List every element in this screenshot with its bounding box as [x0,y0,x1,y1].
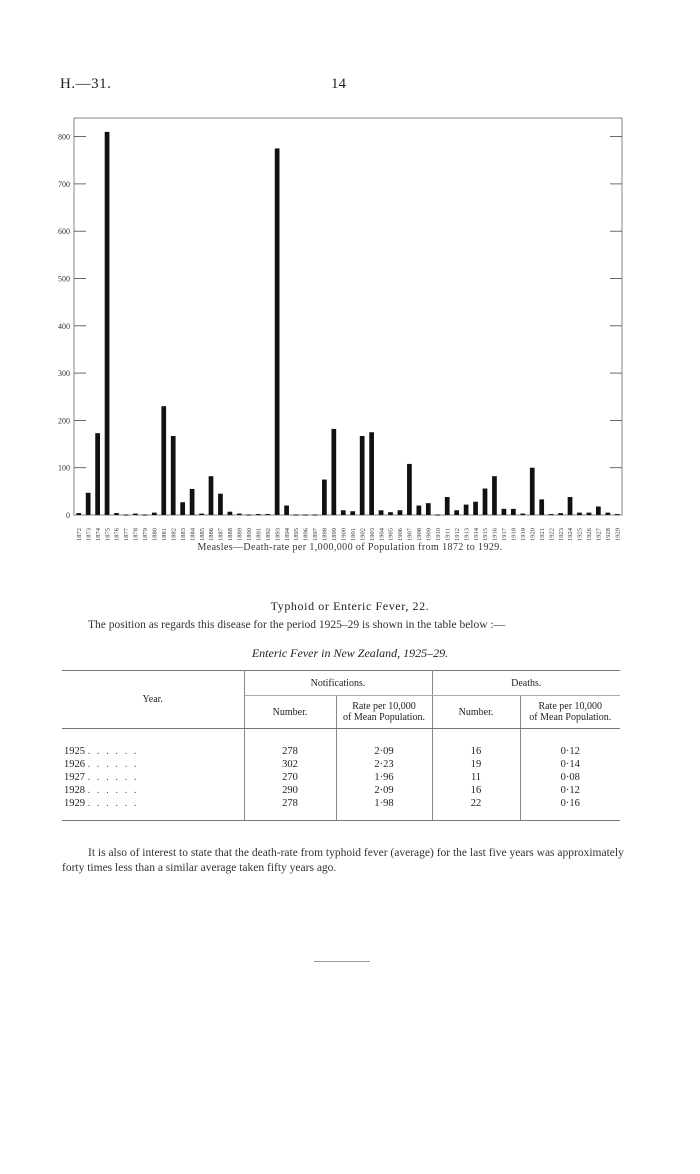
x-tick-label: 1889 [236,528,244,541]
bar [435,515,440,516]
year-cell: 1929 [64,798,85,809]
bar [454,510,459,515]
bar [530,468,535,515]
page-number: 14 [331,76,346,92]
year-cell: 1926 [64,759,85,770]
section-intro: The position as regards this disease for the period 1925–29 is shown in the table below :— [88,619,506,631]
death-rate-cell: 0·16 [520,797,620,821]
bar [313,515,318,516]
notification-number-cell: 270 [282,772,298,783]
y-tick-label: 700 [58,179,70,189]
x-tick-label: 1902 [359,528,367,541]
notification-rate-cell: 1·96 [336,771,432,784]
x-tick-label: 1872 [75,528,83,541]
leader-dots: . . . . . . [87,798,139,809]
closing-paragraph: It is also of interest to state that the death-rate from typhoid fever (average) for the last five years was approximately forty times less than a similar average taken fifty years ago. [62,847,624,874]
x-tick-label: 1921 [538,528,546,541]
x-tick-label: 1899 [331,528,339,541]
bar [520,514,525,515]
notifications-header: Notifications. [244,671,432,696]
notification-rate-cell: 1·98 [336,797,432,821]
death-number-cell: 16 [432,745,520,758]
bar [407,464,412,515]
x-tick-label: 1897 [312,528,320,541]
death-number-cell: 19 [432,758,520,771]
chart-title: Measles—Death-rate per 1,000,000 of Population from 1872 to 1929. [197,542,503,553]
notification-rate-cell: 2·23 [336,758,432,771]
x-tick-label: 1898 [321,528,329,541]
x-tick-label: 1890 [245,528,253,541]
y-tick-label: 600 [58,227,70,237]
x-tick-label: 1918 [510,528,518,541]
leader-dots: . . . . . . [87,772,139,783]
y-tick-label: 200 [58,416,70,426]
x-tick-label: 1916 [491,528,499,541]
bar [492,476,497,515]
bar [539,499,544,515]
bar [341,510,346,515]
death-rate-cell: 0·12 [520,784,620,797]
bar [105,132,110,515]
bar [605,513,610,515]
bar [473,502,478,515]
x-tick-label: 1895 [293,528,301,541]
x-tick-label: 1922 [548,528,556,541]
death-number-cell: 11 [432,771,520,784]
x-tick-label: 1896 [302,528,310,541]
x-tick-label: 1894 [283,528,291,541]
bar [502,509,507,515]
bar [379,510,384,515]
bar [152,513,157,515]
section-heading: Typhoid or Enteric Fever, 22. [270,599,430,613]
rate-header-line1: Rate per 10,000 [352,701,416,712]
leader-dots: . . . . . . [87,759,139,770]
deaths-rate-header [520,696,620,729]
bar [190,489,195,515]
year-cell: 1928 [64,785,85,796]
bar [549,514,554,515]
bar [246,515,251,516]
x-tick-label: 1888 [227,528,235,541]
notification-rate-cell: 2·09 [336,784,432,797]
y-tick-label: 500 [58,274,70,284]
x-tick-label: 1893 [274,528,282,541]
bar [171,436,176,515]
bar [322,480,327,515]
x-tick-label: 1913 [463,528,471,541]
bar [303,515,308,516]
x-tick-label: 1907 [406,528,414,541]
rate-header-line2: of Mean Population. [343,712,425,723]
x-tick-label: 1874 [94,528,102,541]
x-tick-label: 1873 [85,528,93,541]
deaths-number-header: Number. [432,696,520,729]
death-number-cell: 16 [432,784,520,797]
measles-death-rate-chart [0,0,700,560]
x-tick-label: 1892 [264,528,272,541]
bar [587,513,592,515]
x-tick-label: 1878 [132,528,140,541]
bar [568,497,573,515]
bar [199,514,204,515]
x-tick-label: 1875 [104,528,112,541]
plot-frame [74,118,622,515]
year-header: Year. [62,671,244,729]
x-tick-label: 1923 [557,528,565,541]
bar [331,429,336,515]
table-row [62,797,620,821]
death-number-cell: 22 [432,797,520,821]
x-tick-label: 1908 [416,528,424,541]
bar [464,505,469,515]
x-tick-label: 1887 [217,528,225,541]
x-tick-label: 1904 [378,528,386,541]
y-tick-label: 100 [58,463,70,473]
x-tick-label: 1880 [151,528,159,541]
bar [114,513,119,515]
enteric-fever-table [62,670,620,821]
y-tick-label: 800 [58,132,70,142]
bar [76,513,81,515]
bar [124,515,129,516]
x-tick-label: 1876 [113,528,121,541]
bar [209,476,214,515]
notification-number-cell: 278 [282,746,298,757]
bar [218,494,223,515]
x-tick-label: 1915 [482,528,490,541]
bar [294,515,299,516]
bar [95,433,100,515]
report-code: H.—31. [60,76,112,92]
bar [417,506,422,515]
bar [426,503,431,515]
death-rate-cell: 0·14 [520,758,620,771]
bar [143,515,148,516]
x-tick-label: 1885 [198,528,206,541]
year-cell: 1925 [64,746,85,757]
bar [577,513,582,515]
table-row [62,771,620,784]
x-tick-label: 1914 [472,528,480,541]
x-tick-label: 1919 [519,528,527,541]
y-tick-label: 400 [58,321,70,331]
table-row [62,784,620,797]
y-tick-label: 0 [66,511,70,520]
x-tick-label: 1909 [425,528,433,541]
death-rate-cell: 0·08 [520,771,620,784]
x-tick-label: 1882 [170,528,178,541]
bar [388,512,393,515]
x-tick-label: 1905 [387,528,395,541]
bar [275,148,280,515]
bar [350,511,355,515]
x-tick-label: 1926 [586,528,594,541]
x-tick-label: 1925 [576,528,584,541]
notifications-number-header: Number. [244,696,336,729]
rate-header-line1: Rate per 10,000 [538,701,603,712]
bar [133,514,138,515]
table-row [62,745,620,758]
bar [369,432,374,515]
bar [256,514,261,515]
x-tick-label: 1928 [605,528,613,541]
bar [360,436,365,515]
notification-number-cell: 278 [244,797,336,821]
x-tick-label: 1900 [340,528,348,541]
bar [228,512,233,515]
bar [237,514,242,515]
x-tick-label: 1891 [255,528,263,541]
death-rate-cell: 0·12 [520,745,620,758]
year-cell: 1927 [64,772,85,783]
notification-number-cell: 302 [282,759,298,770]
leader-dots: . . . . . . [87,785,139,796]
x-tick-label: 1901 [349,528,357,541]
bar [180,502,185,515]
x-tick-label: 1929 [614,528,622,541]
bar [161,406,166,515]
table-title: Enteric Fever in New Zealand, 1925–29. [251,646,449,660]
x-tick-label: 1924 [567,528,575,541]
bar [398,510,403,515]
bar [483,489,488,515]
bar [615,514,620,515]
x-tick-label: 1927 [595,528,603,541]
x-tick-label: 1884 [189,528,197,541]
deaths-header: Deaths. [432,671,620,696]
x-tick-label: 1883 [179,528,187,541]
bar [511,509,516,515]
leader-dots: . . . . . . [87,746,139,757]
x-tick-label: 1906 [397,528,405,541]
x-tick-label: 1917 [501,528,509,541]
x-tick-label: 1920 [529,528,537,541]
notifications-rate-header [336,696,432,729]
y-tick-label: 300 [58,369,70,379]
x-tick-label: 1910 [434,528,442,541]
bar [284,506,289,515]
notification-rate-cell: 2·09 [336,745,432,758]
x-tick-label: 1879 [142,528,150,541]
bar [265,514,270,515]
x-tick-label: 1903 [368,528,376,541]
notification-number-cell: 290 [282,785,298,796]
x-tick-label: 1912 [453,528,461,541]
x-tick-label: 1911 [444,528,452,541]
rate-header-line2: of Mean Population. [529,712,612,723]
bar [558,513,563,515]
x-tick-label: 1881 [160,528,168,541]
x-tick-label: 1886 [208,528,216,541]
bar [596,506,601,515]
table-row [62,758,620,771]
bar [86,493,91,515]
bar [445,497,450,515]
bottom-rule [314,961,370,962]
x-tick-label: 1877 [123,528,131,541]
